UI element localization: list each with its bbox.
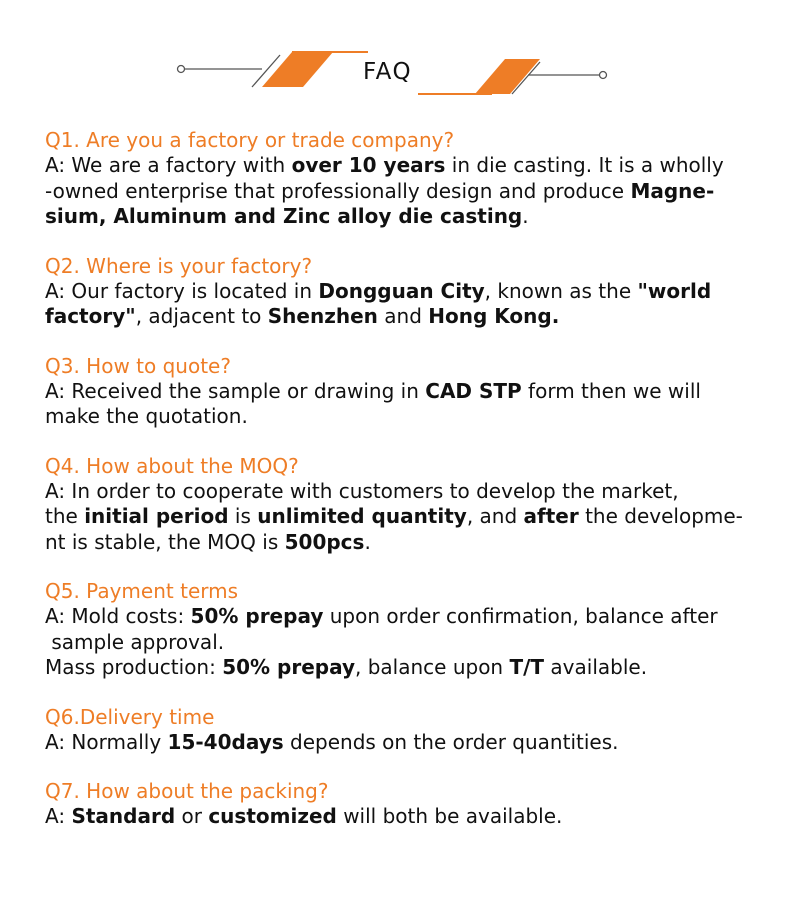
faq-item: [45, 454, 770, 556]
faq-question: Q5. Payment terms: [45, 579, 239, 603]
answer-text: , known as the: [484, 278, 638, 303]
faq-item: [45, 254, 770, 330]
answer-text: sample approval.: [45, 629, 225, 654]
faq-item: [45, 579, 770, 681]
answer-text: A:: [45, 804, 72, 828]
answer-bold-text: unlimited quantity: [257, 504, 467, 528]
answer-line: [45, 204, 770, 230]
answer-text: A: Our factory is located in: [45, 278, 319, 303]
faq-answer: [45, 604, 770, 681]
answer-line: [45, 630, 770, 656]
faq-item: [45, 779, 770, 830]
answer-line: [45, 655, 770, 681]
answer-bold-text: Standard: [71, 804, 176, 828]
left-line-circle: [178, 66, 185, 73]
answer-bold-text: 15-40days: [167, 729, 284, 754]
answer-bold-text: Shenzhen: [267, 304, 378, 328]
right-line-circle: [600, 72, 607, 79]
faq-header-ornament: [0, 0, 800, 110]
answer-bold-text: customized: [208, 804, 337, 828]
faq-question: Q4. How about the MOQ?: [45, 453, 299, 478]
faq-answer: [45, 730, 770, 756]
faq-answer: [45, 479, 770, 556]
answer-bold-text: after: [523, 504, 579, 528]
answer-line: [45, 604, 770, 630]
answer-bold-text: Magne-: [630, 178, 715, 203]
answer-bold-text: T/T: [509, 655, 545, 679]
answer-text: Mass production:: [45, 655, 223, 679]
answer-line: [45, 279, 770, 305]
answer-text: the: [45, 504, 85, 528]
faq-question: Q7. How about the packing?: [45, 779, 329, 803]
answer-text: nt is stable, the MOQ is: [45, 529, 285, 554]
faq-header: [0, 0, 800, 110]
answer-bold-text: 500pcs: [284, 529, 365, 554]
faq-item: [45, 128, 770, 230]
answer-line: [45, 504, 770, 530]
answer-text: A: Mold costs:: [45, 604, 191, 628]
faq-question: Q1. Are you a factory or trade company?: [45, 128, 455, 152]
faq-answer: [45, 153, 770, 230]
answer-line: [45, 530, 770, 556]
answer-text: -owned enterprise that professionally design and produce: [45, 178, 631, 203]
answer-text: or: [175, 804, 209, 828]
answer-bold-text: Dongguan City: [318, 278, 485, 303]
answer-bold-text: 50% prepay: [190, 604, 324, 628]
faq-answer: [45, 379, 770, 430]
answer-text: make the quotation.: [45, 404, 248, 428]
answer-bold-text: initial period: [84, 504, 229, 528]
faq-answer: [45, 279, 770, 330]
answer-bold-text: Hong Kong.: [428, 304, 560, 328]
answer-text: .: [522, 204, 529, 228]
answer-text: A: Received the sample or drawing in: [45, 378, 426, 403]
page-title: FAQ: [363, 59, 413, 85]
answer-line: [45, 179, 770, 205]
answer-line: [45, 804, 770, 830]
faq-question: Q3. How to quote?: [45, 353, 231, 378]
answer-line: [45, 379, 770, 405]
faq-list: [45, 128, 770, 854]
answer-text: upon order confirmation, balance after: [323, 604, 718, 628]
answer-bold-text: CAD STP: [425, 378, 522, 403]
answer-line: [45, 153, 770, 179]
answer-text: A: Normally: [45, 729, 168, 754]
faq-answer: [45, 804, 770, 830]
answer-text: available.: [544, 655, 648, 679]
answer-bold-text: over 10 years: [291, 153, 446, 177]
answer-text: and: [377, 304, 429, 328]
right-orange-parallelogram: [475, 59, 540, 94]
answer-text: in die casting. It is a wholly: [445, 153, 724, 177]
answer-text: , and: [466, 504, 524, 528]
answer-bold-text: sium, Aluminum and Zinc alloy die casting: [45, 204, 523, 228]
answer-text: A: We are a factory with: [45, 153, 292, 177]
answer-line: [45, 404, 770, 430]
faq-question: Q6.Delivery time: [45, 704, 215, 729]
answer-line: [45, 730, 770, 756]
answer-line: [45, 304, 770, 330]
answer-line: [45, 479, 770, 505]
answer-bold-text: "world: [637, 278, 712, 303]
answer-text: form then we will: [521, 378, 701, 403]
faq-item: [45, 705, 770, 756]
answer-text: is: [228, 504, 258, 528]
faq-question: Q2. Where is your factory?: [45, 253, 313, 278]
answer-bold-text: 50% prepay: [222, 655, 356, 679]
answer-text: , balance upon: [355, 655, 510, 679]
answer-text: will both be available.: [336, 804, 563, 828]
answer-text: , adjacent to: [135, 304, 268, 328]
answer-text: A: In order to cooperate with customers to develop the market,: [45, 478, 679, 503]
answer-text: the developme-: [578, 504, 743, 528]
answer-text: depends on the order quantities.: [283, 729, 619, 754]
answer-text: .: [364, 529, 371, 554]
faq-item: [45, 354, 770, 430]
left-orange-parallelogram: [262, 52, 333, 87]
answer-bold-text: factory": [45, 304, 136, 328]
